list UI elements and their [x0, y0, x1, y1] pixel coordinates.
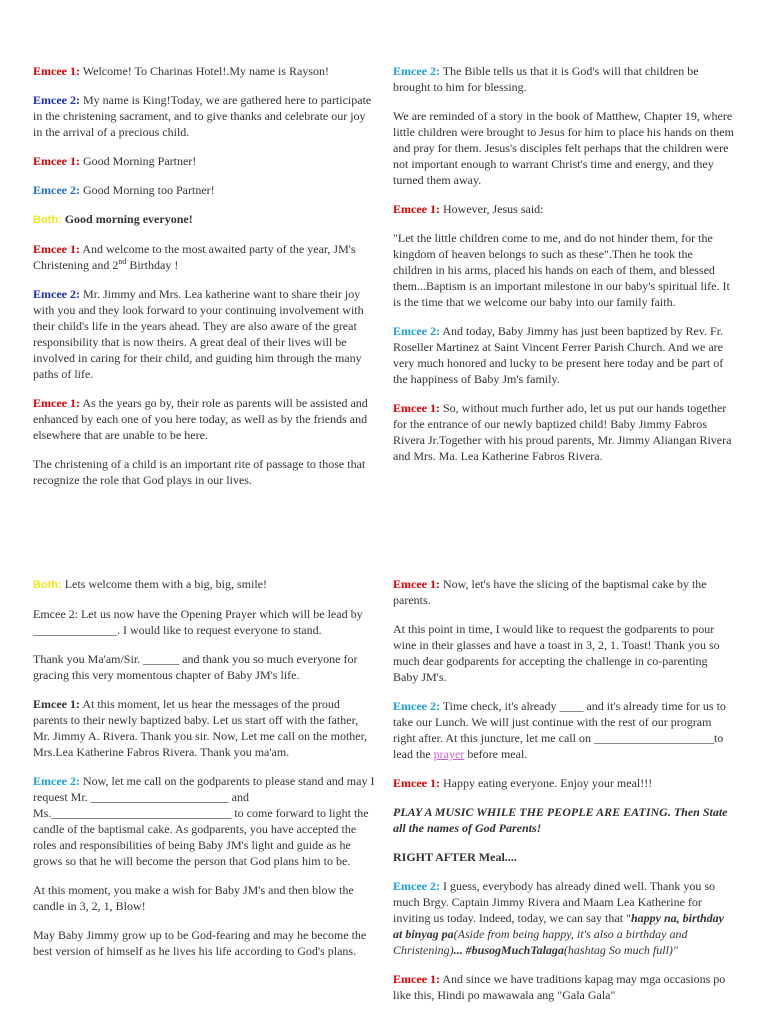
speaker-label: Emcee 2: — [393, 324, 440, 338]
italic-text: (Aside from being happy, it's also a birthday and Christening) — [393, 927, 688, 957]
superscript: nd — [118, 257, 127, 266]
paragraph-text: The christening of a child is an important rite of passage to those that recognize the role that God plays in our lives. — [33, 457, 366, 487]
speaker-label: Both: — [33, 579, 62, 591]
paragraph-text: Thank you Ma'am/Sir. ______ and thank you so much everyone for gracing this very momentous chapter of Baby JM's life. — [33, 652, 358, 682]
paragraph — [33, 211, 375, 228]
paragraph — [393, 698, 735, 762]
paragraph — [393, 775, 735, 791]
paragraph — [33, 882, 375, 914]
speaker-label: Emcee 2: — [33, 93, 80, 107]
paragraph-text: And welcome to the most awaited party of the year, JM's Christening and 2 — [33, 242, 356, 272]
column-top-right — [393, 63, 735, 477]
paragraph — [393, 849, 735, 865]
paragraph-text: Good Morning Partner! — [79, 154, 197, 168]
paragraph-text: "Let the little children come to me, and do not hinder them, for the kingdom of heaven belongs to such as these".Then he took the children in his arms, placed his hands on each of them, and blessed them...Baptism is an important milestone in our baby's spiritual life. It is the time that we welcome our baby into our family faith. — [393, 231, 730, 309]
paragraph — [33, 286, 375, 382]
paragraph — [393, 400, 735, 464]
speaker-label: Emcee 2: — [393, 699, 440, 713]
prayer-link[interactable]: prayer — [433, 747, 465, 761]
paragraph-text: Good Morning too Partner! — [79, 183, 215, 197]
speaker-label: Emcee 1: — [393, 776, 440, 790]
paragraph-text: Happy eating everyone. Enjoy your meal!!! — [439, 776, 653, 790]
paragraph — [393, 576, 735, 608]
emphasis-text: happy na, birthday at binyag pa — [393, 911, 724, 941]
paragraph — [33, 651, 375, 683]
paragraph — [393, 621, 735, 685]
paragraph-text: And today, Baby Jimmy has just been baptized by Rev. Fr. Roseller Martinez at Saint Vincent Ferrer Parish Church. And we are very much honored and lucky to be present here today and be part of the happiness of Baby Jm's family. — [393, 324, 724, 386]
paragraph — [393, 323, 735, 387]
paragraph-text: As the years go by, their role as parents will be assisted and enhanced by each one of you here today, as well as by the friends and elsewhere that are unable to be here. — [33, 396, 368, 442]
paragraph — [393, 878, 735, 958]
speaker-label: Emcee 2: — [393, 879, 440, 893]
speaker-label: Emcee 1: — [33, 242, 80, 256]
paragraph-text: So, without much further ado, let us put our hands together for the entrance of our newly baptized child! Baby Jimmy Fabros Rivera Jr.Together with his proud parents, Mr. Jimmy Aliangan Rivera and Mrs. Ma. Lea Katherine Fabros Rivera. — [393, 401, 732, 463]
paragraph — [33, 182, 375, 198]
paragraph — [393, 230, 735, 310]
speaker-label: Emcee 2: — [33, 183, 80, 197]
paragraph — [33, 773, 375, 869]
speaker-label: Emcee 1: — [393, 401, 440, 415]
paragraph — [33, 576, 375, 593]
paragraph-text: Now, let's have the slicing of the baptismal cake by the parents. — [393, 577, 707, 607]
speaker-label: Emcee 1: — [393, 972, 440, 986]
column-bottom-left — [33, 576, 375, 972]
speaker-label: Emcee 2: — [33, 287, 80, 301]
paragraph-text: At this point in time, I would like to request the godparents to pour wine in their glasses and have a toast in 3, 2, 1. Toast! Thank you so much dear godparents for accepting the challenge in co-parenting Baby JM's. — [393, 622, 720, 684]
paragraph-text: Birthday ! — [126, 258, 179, 272]
speaker-label: Emcee 1: — [393, 202, 440, 216]
speaker-label: Emcee 1: — [393, 577, 440, 591]
speaker-label: Emcee 1: — [33, 396, 80, 410]
speaker-label: Emcee 2: — [33, 774, 80, 788]
paragraph-text: And since we have traditions kapag may mga occasions po like this, Hindi po mawawala ang "Gala Gala" — [393, 972, 726, 1002]
speaker-label: Emcee 1: — [33, 697, 80, 711]
section-heading: RIGHT AFTER Meal.... — [393, 850, 517, 864]
paragraph-text: Now, let me call on the godparents to please stand and may I request Mr. _______________________ and Ms.______________________________ to come forward to light the candle of the baptismal cake. As godparents, you have accepted the roles and responsibilities of being Baby JM's light and guide as he grows so that he will become the person that God plans him to be. — [33, 774, 375, 868]
paragraph-text: We are reminded of a story in the book of Matthew, Chapter 19, where little children were brought to Jesus for him to place his hands on them and pray for them. Jesus's disciples felt perhaps that the children were not important enough to warrant Christ's time and energy, and they turned them away. — [393, 109, 734, 187]
paragraph — [33, 927, 375, 959]
paragraph-text: Welcome! To Charinas Hotel!.My name is Rayson! — [79, 64, 330, 78]
paragraph-text: At this moment, you make a wish for Baby JM's and then blow the candle in 3, 2, 1, Blow! — [33, 883, 354, 913]
paragraph — [33, 63, 375, 79]
instruction-text: PLAY A MUSIC WHILE THE PEOPLE ARE EATING. Then State all the names of God Parents! — [393, 805, 728, 835]
paragraph-text: Emcee 2: Let us now have the Opening Prayer which will be lead by ______________. I would like to request everyone to stand. — [33, 607, 363, 637]
paragraph — [33, 92, 375, 140]
emphasis-text: ... #busogMuchTalaga — [453, 943, 564, 957]
speaker-label: Emcee 1: — [33, 154, 80, 168]
paragraph-text: Good morning everyone! — [61, 212, 193, 226]
paragraph-text: At this moment, let us hear the messages of the proud parents to their newly baptized baby. Let us start off with the father, Mr. Jimmy A. Rivera. Thank you sir. Now, Let me call on the mother, Mrs.Lea Katherine Fabros Rivera. Thank you ma'am. — [33, 697, 368, 759]
paragraph — [33, 241, 375, 273]
paragraph-text: My name is King!Today, we are gathered here to participate in the christening sacrament, and to give thanks and celebrate our joy in the arrival of a precious child. — [33, 93, 372, 139]
speaker-label: Emcee 2: — [393, 64, 440, 78]
paragraph — [393, 201, 735, 217]
speaker-label: Emcee 1: — [33, 64, 80, 78]
paragraph — [393, 971, 735, 1003]
paragraph-text: May Baby Jimmy grow up to be God-fearing and may he become the best version of himself as he lives his life according to God's plans. — [33, 928, 367, 958]
paragraph-text: I guess, everybody has already dined well. Thank you so much Brgy. Captain Jimmy Rivera and Maam Lea Katherine for inviting us today. Indeed, today, we can say that " — [393, 879, 716, 925]
paragraph — [33, 456, 375, 488]
paragraph — [33, 153, 375, 169]
paragraph — [33, 696, 375, 760]
speaker-label: Both: — [33, 214, 62, 226]
column-top-left — [33, 63, 375, 501]
paragraph-text: Lets welcome them with a big, big, smile! — [61, 577, 268, 591]
paragraph-text: Mr. Jimmy and Mrs. Lea katherine want to share their joy with you and they look forward to your continuing involvement with their child's life in the years ahead. They are also aware of the great responsibility that is now theirs. A great deal of their lives will be involved in caring for their child, and guiding him through the many paths of life. — [33, 287, 364, 381]
paragraph — [33, 606, 375, 638]
italic-text: (hashtag So much full)" — [563, 943, 678, 957]
column-bottom-right — [393, 576, 735, 1016]
paragraph — [393, 804, 735, 836]
paragraph-text: Time check, it's already ____ and it's already time for us to take our Lunch. We will just continue with the rest of our program right after. At this juncture, let me call on ____________________to lead the — [393, 699, 726, 761]
paragraph — [393, 108, 735, 188]
paragraph — [33, 395, 375, 443]
paragraph-text: before meal. — [464, 747, 528, 761]
paragraph — [393, 63, 735, 95]
paragraph-text: However, Jesus said: — [439, 202, 544, 216]
paragraph-text: The Bible tells us that it is God's will that children be brought to him for blessing. — [393, 64, 699, 94]
